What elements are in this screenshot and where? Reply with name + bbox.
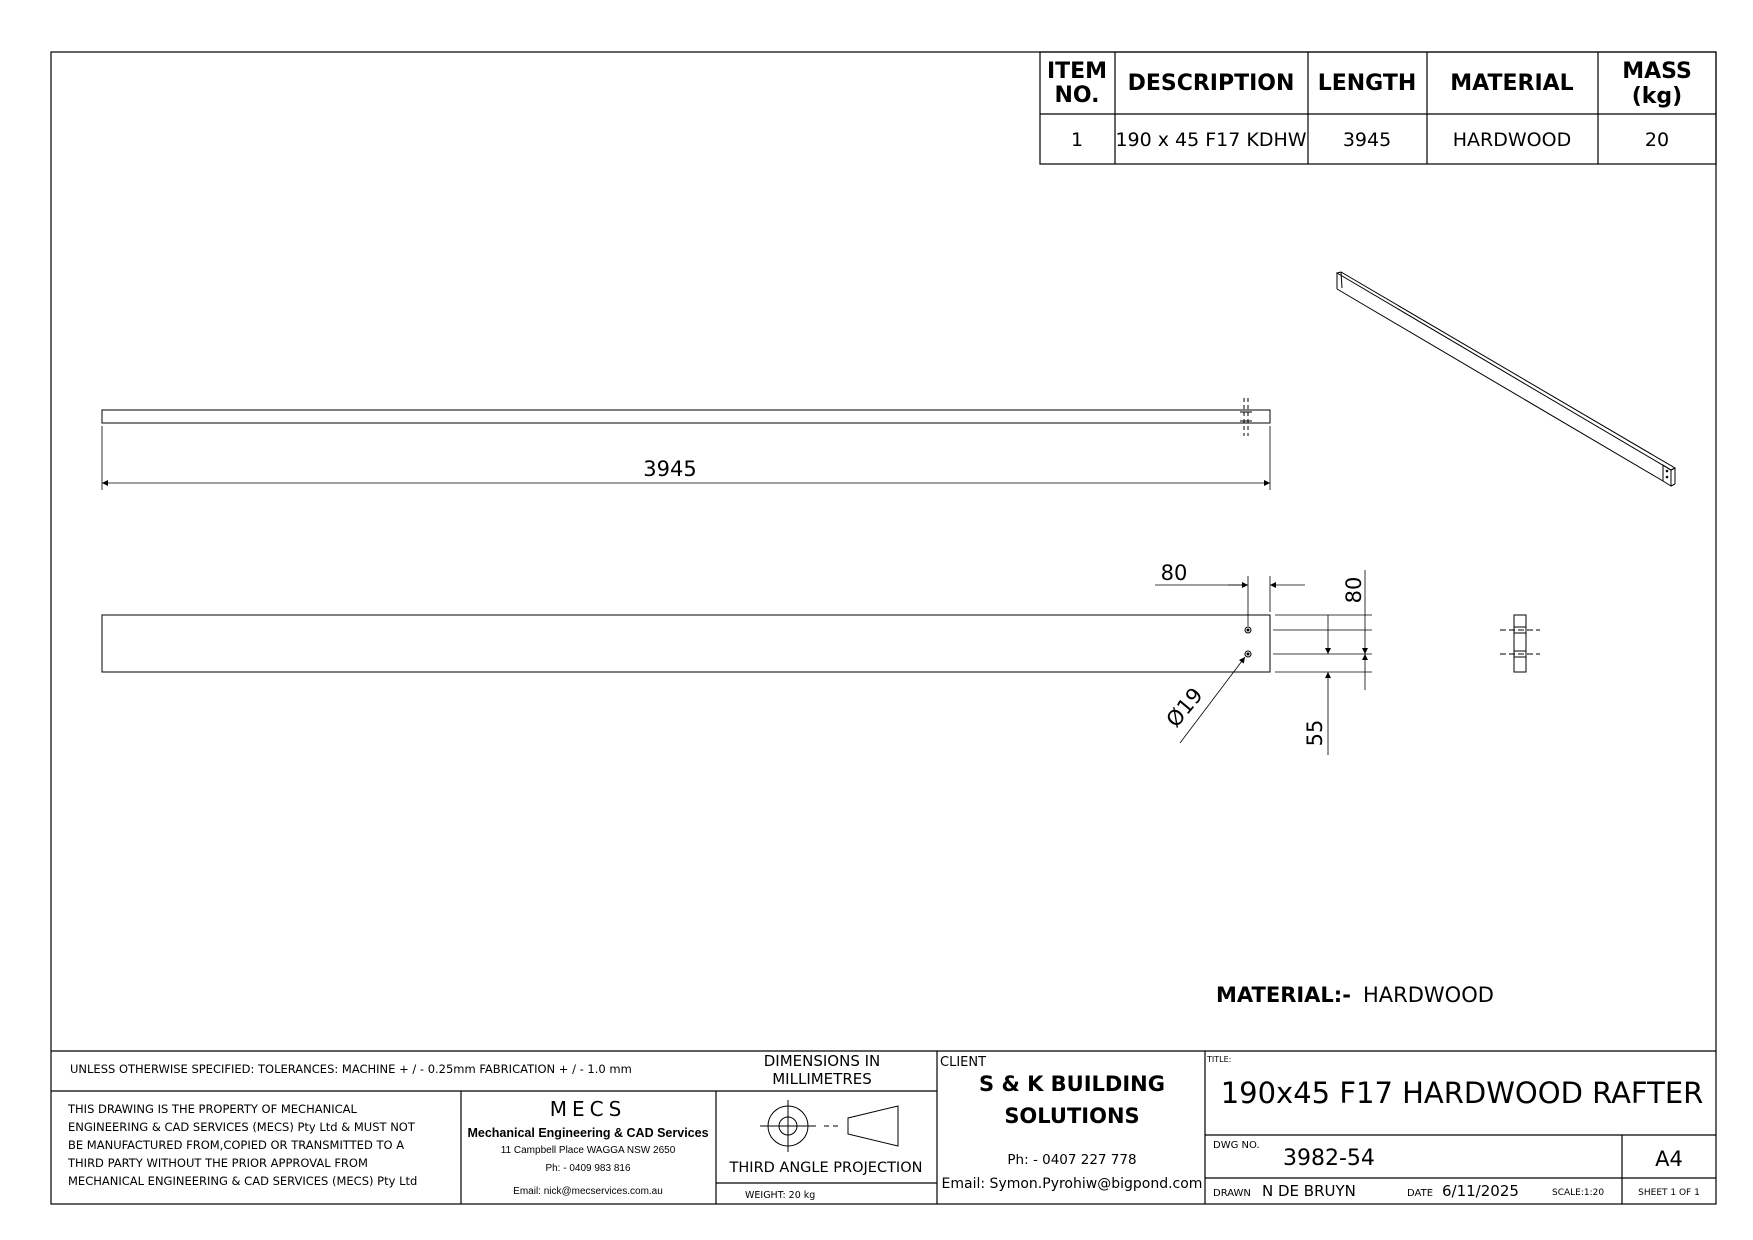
bom-header-item-no: ITEM — [1046, 59, 1108, 84]
dwg-no-label: DWG NO. — [1213, 1140, 1260, 1151]
bom-cell-length: 3945 — [1342, 129, 1392, 151]
projection-symbol-icon — [760, 1100, 898, 1152]
dwg-no: 3982-54 — [1283, 1146, 1375, 1171]
bom-header-item-no-2: NO. — [1054, 83, 1100, 108]
drawn-label: DRAWN — [1213, 1188, 1251, 1199]
drawn-by: N DE BRUYN — [1262, 1182, 1356, 1200]
material-note-value: HARDWOOD — [1363, 983, 1494, 1007]
bom-header-length: LENGTH — [1317, 71, 1417, 96]
company-address: 11 Campbell Place WAGGA NSW 2650 — [500, 1145, 676, 1156]
client-name-1: S & K BUILDING — [979, 1072, 1165, 1096]
projection-label: THIRD ANGLE PROJECTION — [729, 1160, 923, 1176]
company-phone: Ph: - 0409 983 816 — [545, 1163, 631, 1174]
bom-cell-item-no: 1 — [1070, 129, 1084, 151]
company-name: Mechanical Engineering & CAD Services — [467, 1126, 709, 1140]
bom-header-mass-unit: (kg) — [1631, 84, 1683, 109]
tolerances-note: UNLESS OTHERWISE SPECIFIED: TOLERANCES: MACHINE + / - 0.25mm FABRICATION + / - 1.0 mm — [70, 1062, 632, 1076]
bom-cell-material: HARDWOOD — [1452, 129, 1572, 151]
bom-header-material: MATERIAL — [1450, 71, 1574, 96]
client-label: CLIENT — [940, 1055, 987, 1070]
client-phone: Ph: - 0407 227 778 — [1007, 1152, 1137, 1168]
dim-hole-diameter: Ø19 — [1161, 683, 1208, 732]
date-label: DATE — [1407, 1188, 1434, 1199]
bom-header-description: DESCRIPTION — [1127, 71, 1295, 96]
property-line-1: THIS DRAWING IS THE PROPERTY OF MECHANICAL — [68, 1102, 357, 1116]
weight-label: WEIGHT: 20 kg — [745, 1190, 816, 1201]
title-label: TITLE: — [1207, 1055, 1232, 1064]
company-email: Email: nick@mecservices.com.au — [513, 1186, 663, 1197]
client-email: Email: Symon.Pyrohiw@bigpond.com — [941, 1176, 1203, 1192]
isometric-view — [1337, 272, 1675, 486]
drawing-date: 6/11/2025 — [1442, 1182, 1519, 1200]
property-line-3: BE MANUFACTURED FROM,COPIED OR TRANSMITTED TO A — [68, 1138, 405, 1152]
dimensions-in-label: DIMENSIONS IN — [763, 1052, 881, 1070]
drawing-title: 190x45 F17 HARDWOOD RAFTER — [1220, 1076, 1704, 1110]
dimensions-units-label: MILLIMETRES — [772, 1070, 872, 1088]
dim-hole-offset-end: 80 — [1160, 561, 1188, 585]
client-name-2: SOLUTIONS — [1004, 1104, 1140, 1128]
drawing-scale: SCALE:1:20 — [1552, 1188, 1605, 1198]
property-line-2: ENGINEERING & CAD SERVICES (MECS) Pty Ltd & MUST NOT — [68, 1120, 415, 1134]
bom-cell-mass: 20 — [1644, 129, 1670, 151]
end-view — [1500, 615, 1540, 672]
bom-header-mass: MASS — [1622, 59, 1692, 84]
dim-hole-offset-top: 80 — [1342, 576, 1366, 604]
dim-hole-offset-bottom: 55 — [1303, 719, 1327, 747]
dim-overall-length: 3945 — [643, 457, 697, 481]
sheet-border — [51, 52, 1716, 1204]
property-line-4: THIRD PARTY WITHOUT THE PRIOR APPROVAL FROM — [68, 1156, 368, 1170]
bom-cell-description: 190 x 45 F17 KDHW — [1115, 129, 1307, 151]
material-note-label: MATERIAL:- — [1216, 983, 1351, 1007]
property-line-5: MECHANICAL ENGINEERING & CAD SERVICES (MECS) Pty Ltd — [68, 1174, 418, 1188]
sheet-size: A4 — [1655, 1147, 1683, 1171]
sheet-number: SHEET 1 OF 1 — [1638, 1188, 1700, 1198]
company-logo: MECS — [549, 1097, 627, 1121]
